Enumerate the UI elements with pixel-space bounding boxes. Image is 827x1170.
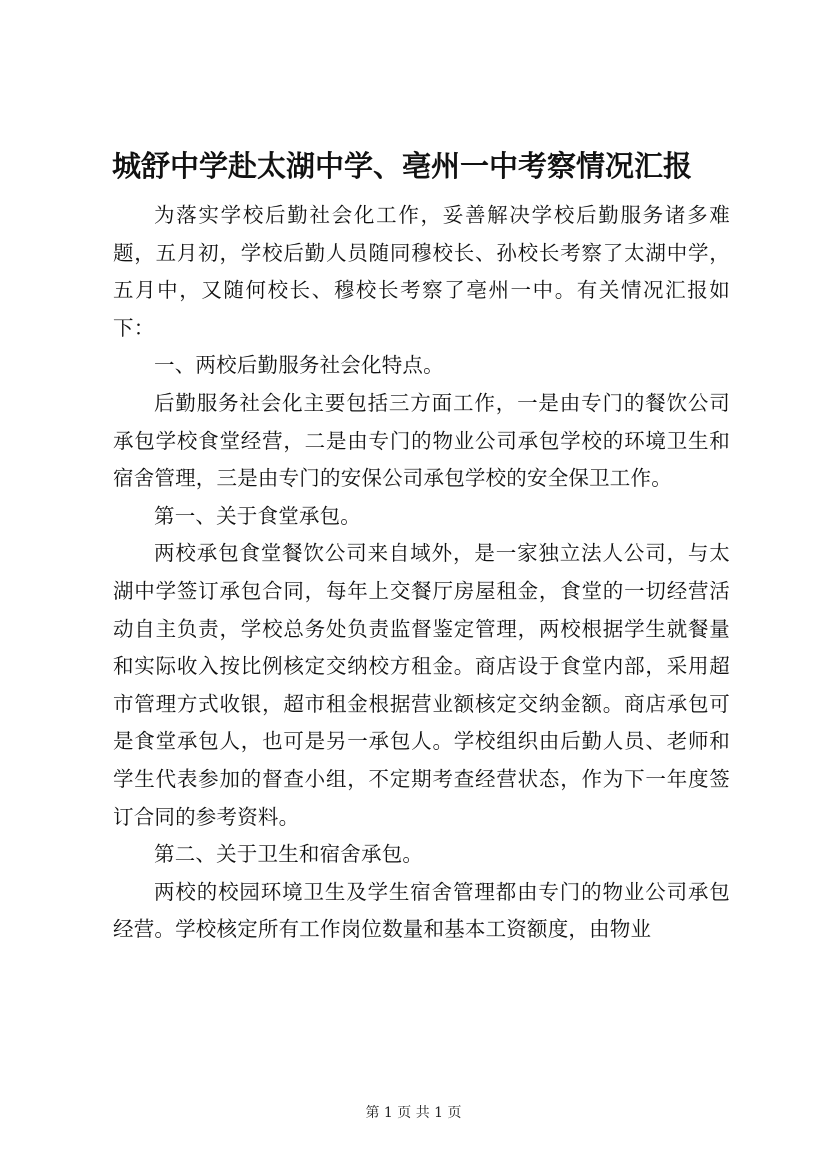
page-footer: 第 1 页 共 1 页 xyxy=(365,1105,462,1121)
paragraph-hygiene: 两校的校园环境卫生及学生宿舍管理都由专门的物业公司承包经营。学校核定所有工作岗位数量和基本工资额度，由物业 xyxy=(113,879,730,942)
subsection-heading-canteen: 第一、关于食堂承包。 xyxy=(154,503,361,528)
paragraph-canteen: 两校承包食堂餐饮公司来自域外，是一家独立法人公司，与太湖中学签订承包合同，每年上交餐厅房屋租金，食堂的一切经营活动自主负责，学校总务处负责监督鉴定管理，两校根据学生就餐量和实际收入按比例核定交纳校方租金。商店设于食堂内部，采用超市管理方式收银，超市租金根据营业额核定交纳金额。商店承包可是食堂承包人，也可是另一承包人。学校组织由后勤人员、老师和学生代表参加的督查小组，不定期考查经营状态，作为下一年度签订合同的参考资料。 xyxy=(113,541,730,829)
document-body xyxy=(113,197,730,949)
paragraph-overview: 后勤服务社会化主要包括三方面工作，一是由专门的餐饮公司承包学校食堂经营，二是由专门的物业公司承包学校的环境卫生和宿舍管理，三是由专门的安保公司承包学校的安全保卫工作。 xyxy=(113,390,730,491)
document-title: 城舒中学赴太湖中学、亳州一中考察情况汇报 xyxy=(112,149,693,183)
subsection-heading-hygiene: 第二、关于卫生和宿舍承包。 xyxy=(154,842,424,867)
section-heading-1: 一、两校后勤服务社会化特点。 xyxy=(154,353,444,378)
paragraph-intro: 为落实学校后勤社会化工作，妥善解决学校后勤服务诸多难题，五月初，学校后勤人员随同穆校长、孙校长考察了太湖中学，五月中，又随何校长、穆校长考察了亳州一中。有关情况汇报如下： xyxy=(113,203,730,340)
